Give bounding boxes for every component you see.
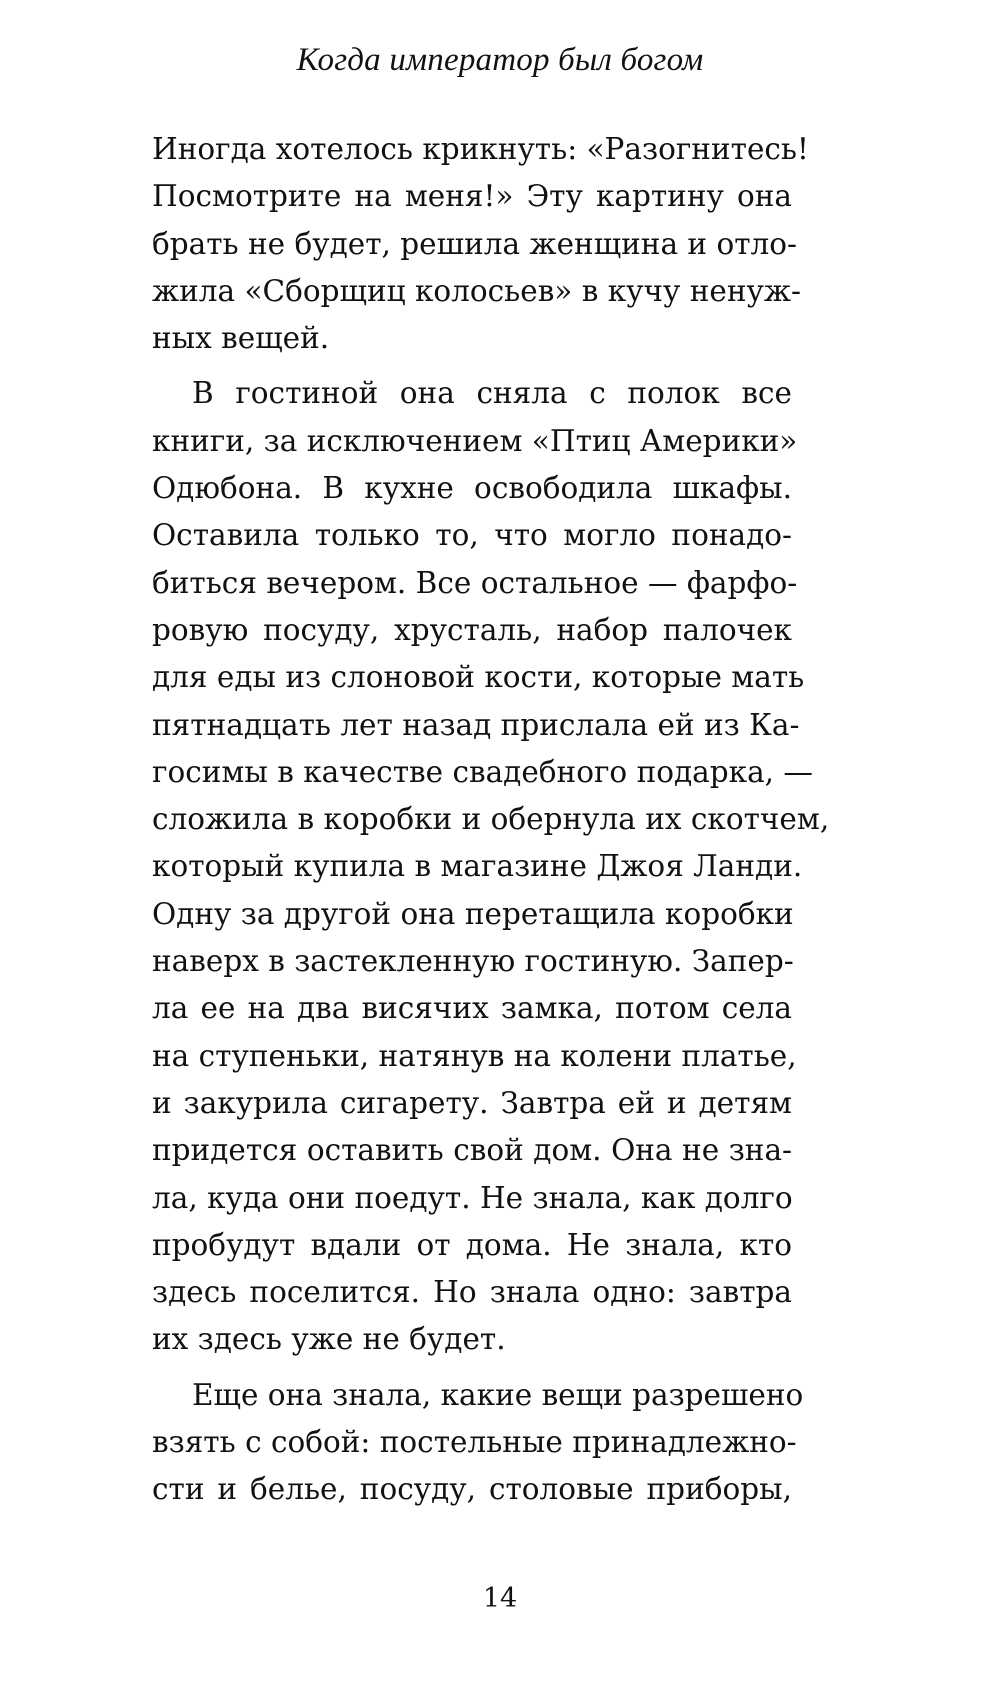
text-line: ла ее на два висячих замка, потом села [152, 991, 792, 1026]
text-line: и закурила сигарету. Завтра ей и детям [152, 1085, 792, 1120]
text-line: их здесь уже не будет. [152, 1322, 506, 1357]
running-header-title: Когда император был богом [296, 42, 704, 78]
paragraph-2 [152, 370, 830, 1363]
text-line: жила «Сборщиц колосьев» в кучу ненуж- [152, 273, 801, 308]
text-line: Иногда хотелось крикнуть: «Разогнитесь! [152, 132, 809, 166]
text-line: биться вечером. Все остальное — фарфо- [152, 565, 798, 600]
text-line: сти и белье, посуду, столовые приборы, [152, 1472, 792, 1507]
text-line: который купила в магазине Джоя Ланди. [152, 849, 803, 884]
text-line: брать не будет, решила женщина и отло- [152, 226, 797, 261]
text-line: Посмотрите на меня!» Эту картину она [152, 179, 792, 214]
text-line: Одну за другой она перетащила коробки [152, 896, 794, 931]
text-line: для еды из слоновой кости, которые мать [152, 660, 805, 695]
text-line: наверх в застекленную гостиную. Запер- [152, 944, 794, 979]
text-line: ных вещей. [152, 321, 330, 356]
text-line: сложила в коробки и обернула их скотчем, [152, 802, 830, 837]
text-line: ла, куда они поедут. Не знала, как долго [152, 1180, 793, 1215]
text-line: ровую посуду, хрусталь, набор палочек [152, 612, 792, 647]
text-line: на ступеньки, натянув на колени платье, [152, 1038, 797, 1073]
text-line: книги, за исключением «Птиц Америки» [152, 423, 798, 458]
text-line: придется оставить свой дом. Она не зна- [152, 1133, 792, 1168]
text-line: Одюбона. В кухне освободила шкафы. [152, 471, 792, 506]
text-line: Еще она знала, какие вещи разрешено [192, 1377, 804, 1412]
text-line: пробудут вдали от дома. Не знала, кто [152, 1227, 792, 1262]
text-line: пятнадцать лет назад прислала ей из Ка- [152, 707, 800, 742]
body-text [152, 126, 830, 1522]
paragraph-3 [152, 1372, 804, 1514]
page-number: 14 [482, 1583, 518, 1614]
text-line: В гостиной она сняла с полок все [192, 376, 792, 411]
text-line: Оставила только то, что могло понадо- [152, 518, 792, 553]
paragraph-1 [152, 126, 809, 362]
text-line: здесь поселится. Но знала одно: завтра [152, 1275, 792, 1310]
text-line: взять с собой: постельные принадлежно- [152, 1425, 797, 1460]
text-line: госимы в качестве свадебного подарка, — [152, 754, 813, 789]
